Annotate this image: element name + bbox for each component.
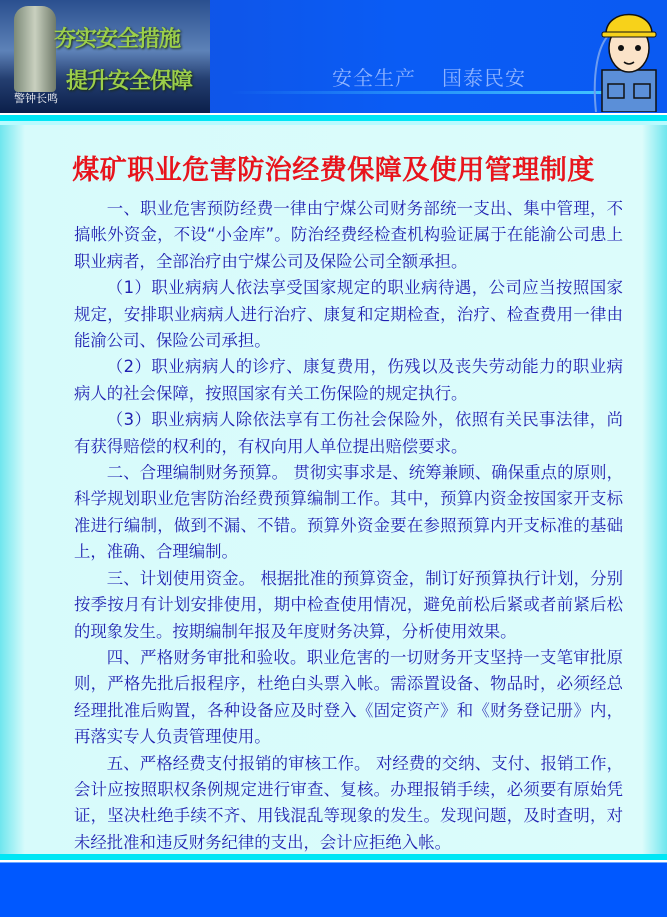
footer-band xyxy=(0,863,667,917)
document-body xyxy=(74,196,623,856)
paragraph-1-3: （3）职业病病人除依法享有工伤社会保险外，依照有关民事法律，尚有获得赔偿的权利的，有权向用人单位提出赔偿要求。 xyxy=(74,410,623,456)
paragraph-4: 四、严格财务审批和验收。职业危害的一切财务开支坚持一支笔审批原则，严格先批后报程序，杜绝白头票入帐。需添置设备、物品时，必须经总经理批准后购置，各种设备应及时登入《固定资产》和《财务登记册》内，再落实专人负责管理使用。 xyxy=(74,647,623,747)
paragraph-5: 五、严格经费支付报销的审核工作。 对经费的交纳、支付、报销工作，会计应按照职权条例规定进行审查、复核。办理报销手续，必须要有原始凭证，坚决杜绝手续不齐、用钱混乱等现象的发生。发现问题，及时查明，对未经批准和违反财务纪律的支出，会计应拒绝入帐。 xyxy=(74,753,623,852)
top-divider-stripe xyxy=(0,113,667,125)
motto xyxy=(332,62,552,91)
paragraph-1: 一、职业危害预防经费一律由宁煤公司财务部统一支出、集中管理，不搞帐外资金，不设“小金库”。防治经费经检查机构验证属于在能渝公司患上职业病者，全部治疗由宁煤公司及保险公司全额承担。 xyxy=(74,199,623,271)
paragraph-2: 二、合理编制财务预算。 贯彻实事求是、统筹兼顾、确保重点的原则，科学规划职业危害防治经费预算编制工作。其中，预算内资金按国家开支标准进行编制，做到不漏、不错。预算外资金要在参照预算内开支标准的基础上，准确、合理编制。 xyxy=(74,463,623,562)
document-panel xyxy=(0,125,667,854)
paragraph-1-2: （2）职业病病人的诊疗、康复费用，伤残以及丧失劳动能力的职业病病人的社会保障，按照国家有关工伤保险的规定执行。 xyxy=(74,357,623,403)
header-banner xyxy=(0,0,667,113)
motto-underline xyxy=(230,91,610,94)
bottom-divider-stripe xyxy=(0,854,667,863)
motto-part-2: 国泰民安 xyxy=(442,66,526,90)
paragraph-3: 三、计划使用资金。 根据批准的预算资金，制订好预算执行计划，分别按季按月有计划安排使用，期中检查使用情况，避免前松后紧或者前紧后松的现象发生。按期编制年报及年度财务决算，分析使用效果。 xyxy=(74,568,623,641)
bell-landscape-image xyxy=(0,0,210,113)
slogan-line-1: 夯实安全措施 xyxy=(54,26,181,52)
slogan-line-2: 提升安全保障 xyxy=(66,68,193,94)
motto-part-1: 安全生产 xyxy=(332,66,416,90)
document-title: 煤矿职业危害防治经费保障及使用管理制度 xyxy=(72,155,595,186)
bell-caption: 警钟长鸣 xyxy=(14,92,58,105)
safety-worker-icon xyxy=(588,4,664,112)
paragraph-1-1: （1）职业病病人依法享受国家规定的职业病待遇，公司应当按照国家规定，安排职业病病人进行治疗、康复和定期检查，治疗、检查费用一律由能渝公司、保险公司承担。 xyxy=(74,278,623,351)
bell-icon xyxy=(14,6,56,92)
